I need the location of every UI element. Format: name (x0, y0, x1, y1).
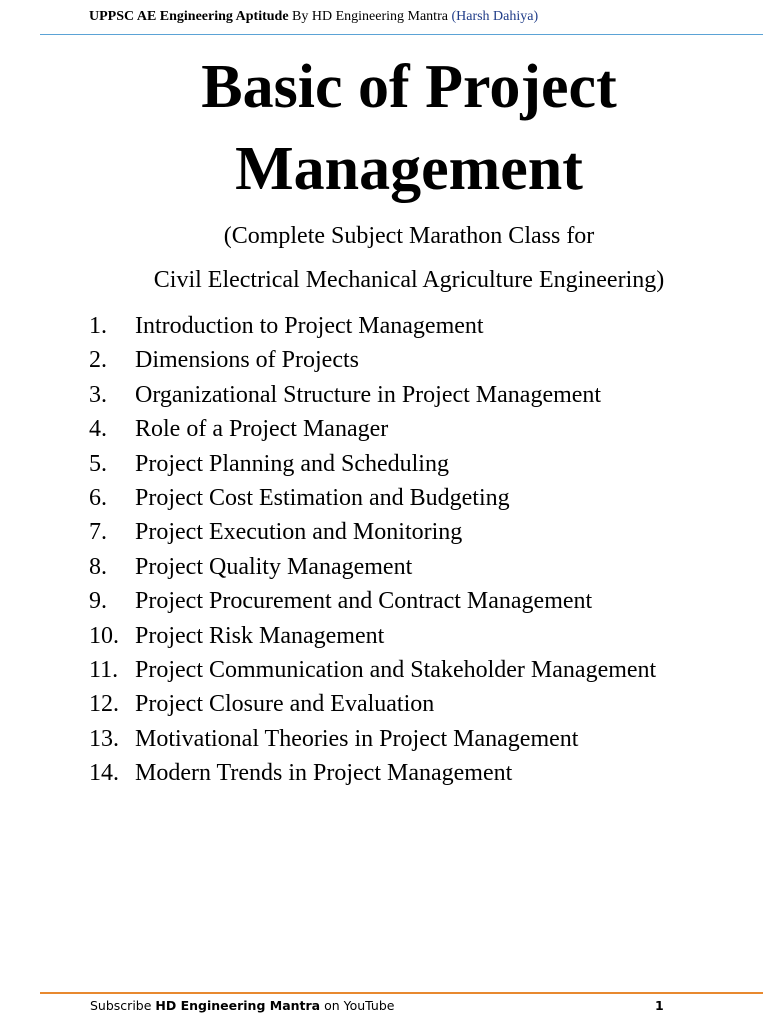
list-item-number: 1. (89, 313, 107, 339)
list-item (89, 309, 656, 343)
list-item-number: 8. (89, 553, 107, 580)
list-item (89, 756, 656, 790)
list-item-number: 10. (89, 622, 119, 649)
list-item-text: Project Risk Management (135, 622, 385, 649)
page-footer (90, 997, 394, 1015)
list-item (89, 343, 656, 377)
list-item-text: Role of a Project Manager (135, 416, 389, 443)
footer-divider (40, 992, 763, 994)
list-item-text: Introduction to Project Management (135, 313, 484, 339)
list-item (89, 447, 656, 481)
list-item-number: 11. (89, 656, 119, 683)
list-item (89, 687, 656, 721)
header-divider (40, 34, 763, 35)
list-item (89, 378, 656, 412)
list-item (89, 722, 656, 756)
list-item-text: Organizational Structure in Project Management (135, 381, 602, 408)
list-item-text: Project Procurement and Contract Management (135, 588, 593, 615)
list-item (89, 412, 656, 446)
list-item (89, 584, 656, 618)
footer-prefix: Subscribe (90, 998, 156, 1013)
header-author: (Harsh Dahiya) (451, 9, 539, 24)
list-item-number: 14. (89, 760, 119, 787)
list-item-number: 2. (89, 347, 107, 374)
subtitle-line-1: (Complete Subject Marathon Class for (223, 223, 595, 249)
list-item-number: 5. (89, 450, 107, 477)
list-item-text: Motivational Theories in Project Management (135, 725, 579, 752)
list-item-text: Dimensions of Projects (135, 347, 359, 374)
list-item-number: 3. (89, 381, 107, 408)
header-publisher: By HD Engineering Mantra (288, 9, 452, 24)
list-item-number: 6. (89, 484, 107, 511)
list-item-number: 4. (89, 416, 107, 443)
list-item-text: Project Communication and Stakeholder Management (135, 656, 657, 683)
list-item-text: Project Planning and Scheduling (135, 450, 449, 477)
title-line-1: Basic of Project (201, 53, 617, 121)
footer-suffix: on YouTube (320, 998, 395, 1013)
list-item-text: Project Closure and Evaluation (135, 691, 435, 718)
list-item (89, 653, 656, 687)
topic-list (89, 309, 656, 790)
footer-channel-name: HD Engineering Mantra (155, 998, 321, 1013)
list-item-number: 12. (89, 691, 119, 718)
list-item (89, 481, 656, 515)
list-item-text: Modern Trends in Project Management (135, 760, 513, 787)
list-item-number: 13. (89, 725, 119, 752)
page-title (0, 46, 768, 210)
list-item (89, 619, 656, 653)
page-number: 1 (655, 998, 664, 1013)
list-item-text: Project Quality Management (135, 553, 413, 580)
list-item-number: 9. (89, 588, 107, 615)
list-item-text: Project Cost Estimation and Budgeting (135, 484, 510, 511)
subtitle-line-2: Civil Electrical Mechanical Agriculture Engineering) (153, 267, 665, 293)
title-line-2: Management (235, 135, 583, 203)
page-header (89, 8, 538, 26)
list-item (89, 550, 656, 584)
header-exam-name: UPPSC AE Engineering Aptitude (89, 9, 289, 24)
list-item-number: 7. (89, 519, 107, 546)
list-item-text: Project Execution and Monitoring (135, 519, 463, 546)
list-item (89, 515, 656, 549)
